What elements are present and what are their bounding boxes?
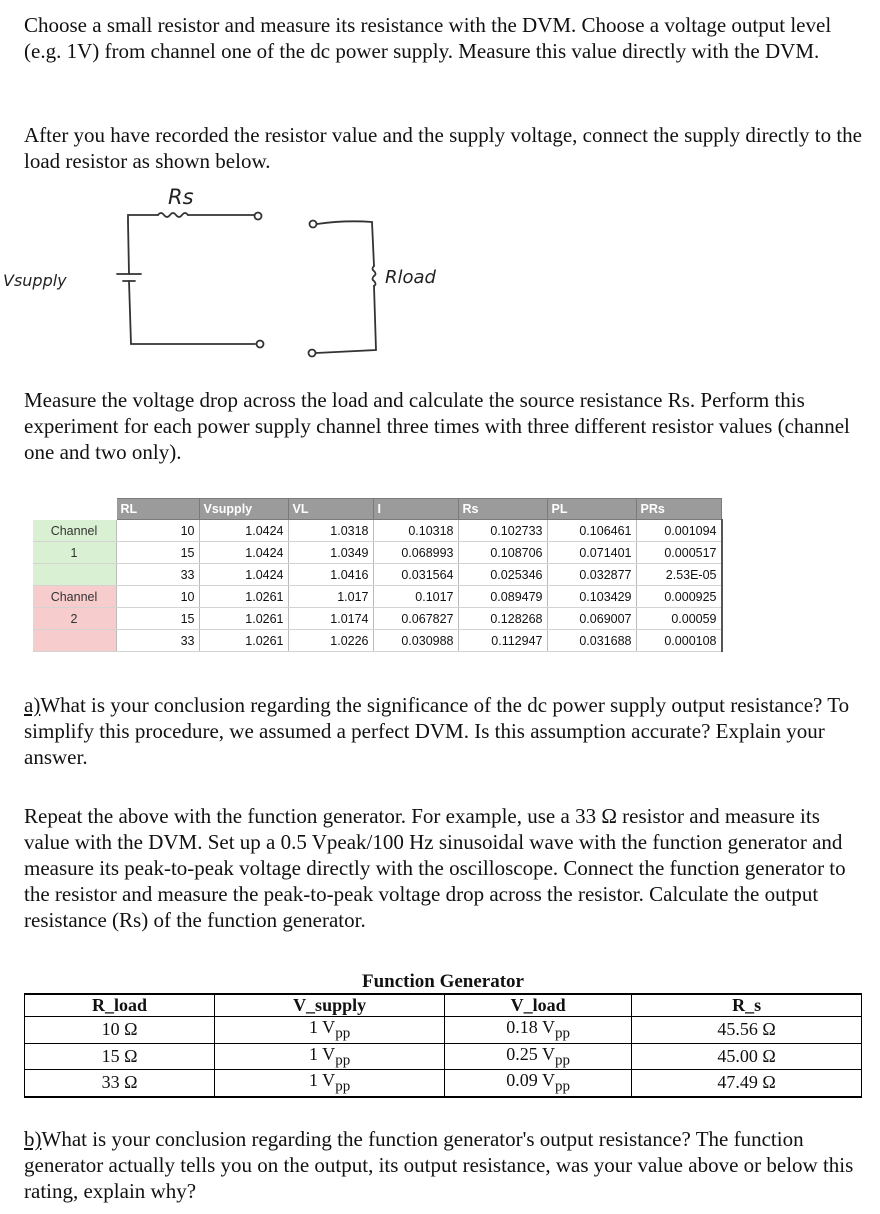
table-row [33, 586, 722, 608]
rload-resistor [373, 266, 376, 286]
cell: 0.030988 [373, 630, 458, 652]
intro-paragraph: Choose a small resistor and measure its resistance with the DVM. Choose a voltage output level (e.g. 1V) from channel one of the dc power supply. Measure this value directly with the DVM. [24, 13, 832, 63]
cell: 0.032877 [547, 564, 636, 586]
question-a-text: What is your conclusion regarding the significance of the dc power supply output resistance? To simplify this procedure, we assumed a perfect DVM. Is this assumption accurate? Explain your answer. [24, 693, 850, 769]
bottom-left-rail [129, 281, 255, 344]
cell: 0.000925 [636, 586, 722, 608]
function-generator-table-title: Function Generator [361, 971, 524, 992]
measure-paragraph: Measure the voltage drop across the load and calculate the source resistance Rs. Perform this experiment for each power supply channel three times with three different resistor values (channel one and two only). [24, 388, 850, 464]
question-b-label: b) [24, 1127, 42, 1151]
header-rl: RL [116, 499, 199, 520]
vsupply-label: Vsupply [3, 271, 67, 290]
cell: 0.00059 [636, 608, 722, 630]
cell [445, 1043, 632, 1070]
cell: 47.49 Ω [632, 1070, 862, 1097]
cell: 0.025346 [458, 564, 547, 586]
table-row [33, 520, 722, 542]
unit-subscript: pp [335, 1052, 351, 1069]
value: 0.25 V [506, 1043, 555, 1064]
cell: 1.0424 [199, 564, 288, 586]
cell: 45.56 Ω [632, 1017, 862, 1044]
function-generator-table [24, 993, 862, 1098]
cell [445, 1017, 632, 1044]
table-header-row [33, 499, 722, 520]
cell: 0.068993 [373, 542, 458, 564]
corner-cell [33, 499, 117, 520]
channel-2-label: Channel [33, 586, 117, 608]
table-row [25, 1043, 862, 1070]
cell: 0.031688 [547, 630, 636, 652]
table-row [33, 608, 722, 630]
table-row [25, 1017, 862, 1044]
value: 0.18 V [506, 1017, 555, 1037]
cell: 0.1017 [373, 586, 458, 608]
cell: 0.112947 [458, 630, 547, 652]
channel-1-number: 1 [33, 542, 117, 564]
cell: 0.071401 [547, 542, 636, 564]
bottom-right-terminal [309, 350, 316, 357]
cell: 0.106461 [547, 520, 636, 542]
cell: 0.069007 [547, 608, 636, 630]
header-vload: V_load [445, 994, 632, 1017]
header-i: I [373, 499, 458, 520]
question-a-label: a) [24, 693, 41, 717]
unit-subscript: pp [335, 1078, 351, 1095]
question-b-text: What is your conclusion regarding the function generator's output resistance? The function generator actually tells you on the output, its output resistance, was your value above or below this rating, explain why? [24, 1127, 854, 1203]
cell: 0.000517 [636, 542, 722, 564]
cell: 1.0226 [288, 630, 373, 652]
channel-2-number: 2 [33, 608, 117, 630]
rload-label: Rload [385, 267, 436, 288]
cell: 1.0261 [199, 630, 288, 652]
cell [215, 1043, 445, 1070]
cell [215, 1070, 445, 1097]
cell: 0.108706 [458, 542, 547, 564]
cell: 0.031564 [373, 564, 458, 586]
table-row [33, 564, 722, 586]
table-row [33, 542, 722, 564]
channel-1-spacer [33, 564, 117, 586]
cell: 0.000108 [636, 630, 722, 652]
header-vsupply: Vsupply [199, 499, 288, 520]
cell: 1.0318 [288, 520, 373, 542]
header-pl: PL [547, 499, 636, 520]
cell: 1.0261 [199, 586, 288, 608]
cell: 0.067827 [373, 608, 458, 630]
left-rail [128, 222, 129, 274]
header-vsupply: V_supply [215, 994, 445, 1017]
cell: 33 Ω [25, 1070, 215, 1097]
unit-subscript: pp [335, 1025, 351, 1042]
table-header-row [25, 994, 862, 1017]
cell [445, 1070, 632, 1097]
load-top-wire [317, 221, 374, 266]
circuit-diagram [0, 182, 500, 367]
cell: 0.089479 [458, 586, 547, 608]
cell: 15 [116, 608, 199, 630]
question-a [24, 692, 864, 770]
cell: 10 [116, 586, 199, 608]
channel-1-label: Channel [33, 520, 117, 542]
header-prs: PRs [636, 499, 722, 520]
table-row [25, 1070, 862, 1097]
function-generator-table-wrapper [24, 971, 862, 1098]
unit-subscript: pp [554, 1052, 570, 1069]
cell: 1.0349 [288, 542, 373, 564]
cell: 0.128268 [458, 608, 547, 630]
table-row [33, 630, 722, 652]
header-vl: VL [288, 499, 373, 520]
channel-2-spacer [33, 630, 117, 652]
value: 0.09 V [506, 1070, 555, 1091]
cell: 1.017 [288, 586, 373, 608]
power-supply-results-table [32, 498, 723, 652]
cell: 33 [116, 630, 199, 652]
cell: 0.102733 [458, 520, 547, 542]
unit-subscript: pp [554, 1025, 570, 1042]
top-left-wire [128, 215, 158, 222]
load-bottom-wire [316, 286, 376, 353]
cell [215, 1017, 445, 1044]
cell: 10 Ω [25, 1017, 215, 1044]
cell: 0.10318 [373, 520, 458, 542]
value: 1 V [309, 1070, 336, 1091]
header-rs: Rs [458, 499, 547, 520]
question-b [24, 1126, 864, 1204]
rs-resistor-squiggle [158, 213, 188, 217]
top-left-terminal [255, 213, 262, 220]
connect-paragraph: After you have recorded the resistor value and the supply voltage, connect the supply directly to the load resistor as shown below. [24, 123, 862, 173]
cell: 0.103429 [547, 586, 636, 608]
bottom-left-terminal [257, 341, 264, 348]
cell: 2.53E-05 [636, 564, 722, 586]
cell: 1.0261 [199, 608, 288, 630]
cell: 10 [116, 520, 199, 542]
cell: 15 Ω [25, 1043, 215, 1070]
unit-subscript: pp [554, 1078, 570, 1095]
cell: 1.0174 [288, 608, 373, 630]
header-rs: R_s [632, 994, 862, 1017]
cell: 1.0424 [199, 542, 288, 564]
function-generator-paragraph: Repeat the above with the function generator. For example, use a 33 Ω resistor and measure its value with the DVM. Set up a 0.5 Vpeak/100 Hz sinusoidal wave with the function generator and measure its peak-to-peak voltage directly with the oscilloscope. Connect the function generator to the resistor and measure the peak-to-peak voltage drop across the resistor. Calculate the output resistance (Rs) of the function generator. [24, 804, 846, 932]
cell: 1.0416 [288, 564, 373, 586]
cell: 0.001094 [636, 520, 722, 542]
value: 1 V [309, 1043, 336, 1064]
header-rload: R_load [25, 994, 215, 1017]
value: 1 V [309, 1017, 336, 1037]
cell: 1.0424 [199, 520, 288, 542]
top-right-terminal [310, 221, 317, 228]
cell: 33 [116, 564, 199, 586]
cell: 15 [116, 542, 199, 564]
rs-label: Rs [168, 185, 194, 209]
cell: 45.00 Ω [632, 1043, 862, 1070]
